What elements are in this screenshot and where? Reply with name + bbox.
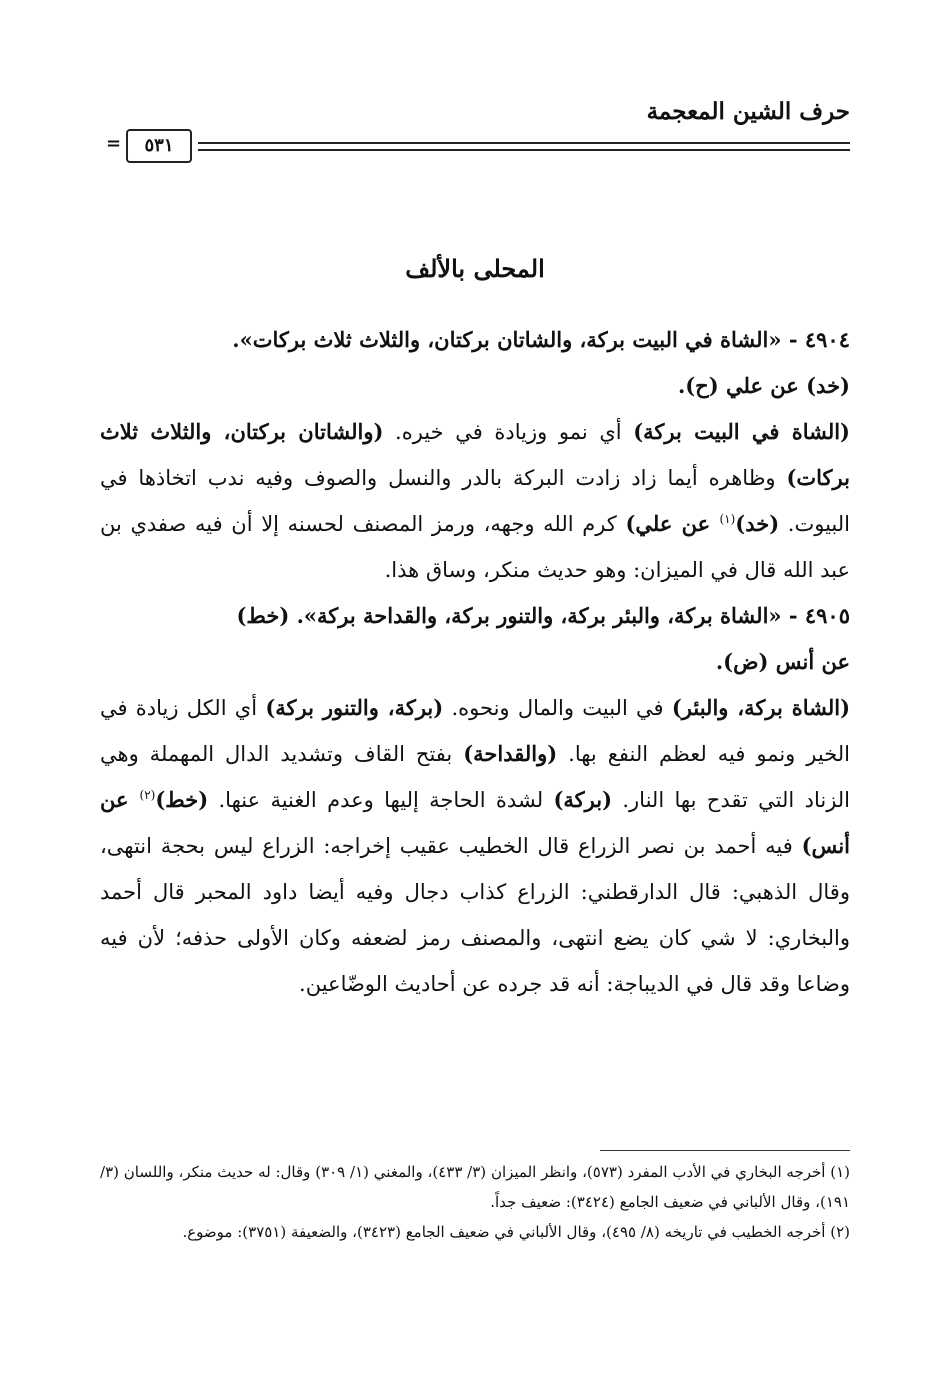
hadith-text: «الشاة بركة، والبئر بركة، والتنور بركة، والقداحة بركة». (خط): [236, 603, 782, 628]
page-number: ٥٣١: [126, 129, 192, 163]
text-segment: في البيت والمال ونحوه.: [443, 696, 672, 720]
hadith-source-text: عن أنس (ض).: [715, 649, 850, 674]
running-title: حرف الشين المعجمة: [646, 98, 850, 125]
hadith-source: [100, 639, 850, 685]
hadith-number: ٤٩٠٤: [804, 327, 850, 352]
footnote-1: (١) أخرجه البخاري في الأدب المفرد (٥٧٣)، وانظر الميزان (٣/ ٤٣٣)، والمغني (١/ ٣٠٩) وقال: له حديث منكر، واللسان (٣/ ١٩١)، وقال الألباني في ضعيف الجامع (٣٤٢٤): ضعيف جداً.: [100, 1163, 851, 1211]
bold-segment: (الشاة بركة، والبئر): [671, 695, 850, 720]
hadith-source: [100, 363, 850, 409]
section-title: المحلى بالألف: [405, 254, 545, 283]
text-segment: وظاهره أيما زاد زادت البركة بالدر والنسل والصوف وفيه ندب اتخاذها في البيوت.: [100, 466, 850, 536]
text-segment: أي نمو وزيادة في خيره.: [383, 420, 634, 444]
footnote-marker: (٢): [139, 788, 156, 802]
hadith-number: ٤٩٠٥: [804, 603, 850, 628]
text-segment: كرم الله وجهه، ورمز المصنف لحسنه إلا أن فيه صفدي بن عبد الله قال في الميزان: وهو حديث منكر، وساق هذا.: [100, 512, 850, 582]
footnote-separator: [600, 1150, 850, 1151]
commentary-4905: [100, 685, 850, 1007]
page-number-marks: =: [106, 133, 122, 154]
hadith-dash: -: [781, 327, 805, 352]
footnote-marker: (١): [719, 512, 736, 526]
bold-segment: (الشاة في البيت بركة): [633, 419, 850, 444]
header-rule-bottom: [198, 149, 850, 151]
main-text: [100, 317, 850, 1007]
bold-segment: (بركة): [553, 787, 613, 812]
header-rule-top: [198, 142, 850, 144]
bold-segment: عن أنس): [100, 787, 850, 858]
hadith-dash: -: [781, 603, 805, 628]
bold-segment: (والقداحة): [463, 741, 558, 766]
footnotes: [100, 1157, 850, 1247]
hadith-text: «الشاة في البيت بركة، والشاتان بركتان، والثلاث ثلاث بركات».: [232, 327, 782, 352]
bold-segment: (بركة، والتنور بركة): [265, 695, 444, 720]
bold-segment: عن علي): [625, 511, 720, 536]
commentary-4904: [100, 409, 850, 593]
hadith-4905: [100, 593, 850, 639]
footnote-2: (٢) أخرجه الخطيب في تاريخه (٨/ ٤٩٥)، وقال الألباني في ضعيف الجامع (٣٤٢٣)، والضعيفة (٣٧٥١): موضوع.: [182, 1223, 850, 1241]
text-segment: فيه أحمد بن نصر الزراع قال الخطيب عقيب إخراجه: الزراع ليس بحجة انتهى، وقال الذهبي: قال الدارقطني: الزراع كذاب دجال وفيه أيضا داود المحبر قال أحمد والبخاري: لا شي كان يضع انتهى، والمصنف رمز لضعفه وكان الأولى حذفه؛ لأن فيه وضاعا وقد قال في الديباجة: أنه قد جرده عن أحاديث الوضّاعين.: [100, 834, 850, 996]
text-segment: بفتح القاف وتشديد الدال المهملة وهي الزناد التي تقدح بها النار.: [100, 742, 851, 812]
bold-segment: (خط): [155, 787, 209, 812]
hadith-4904: [100, 317, 850, 363]
hadith-source-text: (خد) عن علي (ح).: [677, 373, 850, 398]
text-segment: لشدة الحاجة إليها وعدم الغنية عنها.: [208, 788, 554, 812]
bold-segment: (والشاتان بركتان، والثلاث ثلاث بركات): [100, 419, 850, 490]
bold-segment: (خد): [735, 511, 780, 536]
text-segment: أي الكل زيادة في الخير ونمو فيه لعظم النفع بها.: [100, 696, 850, 766]
